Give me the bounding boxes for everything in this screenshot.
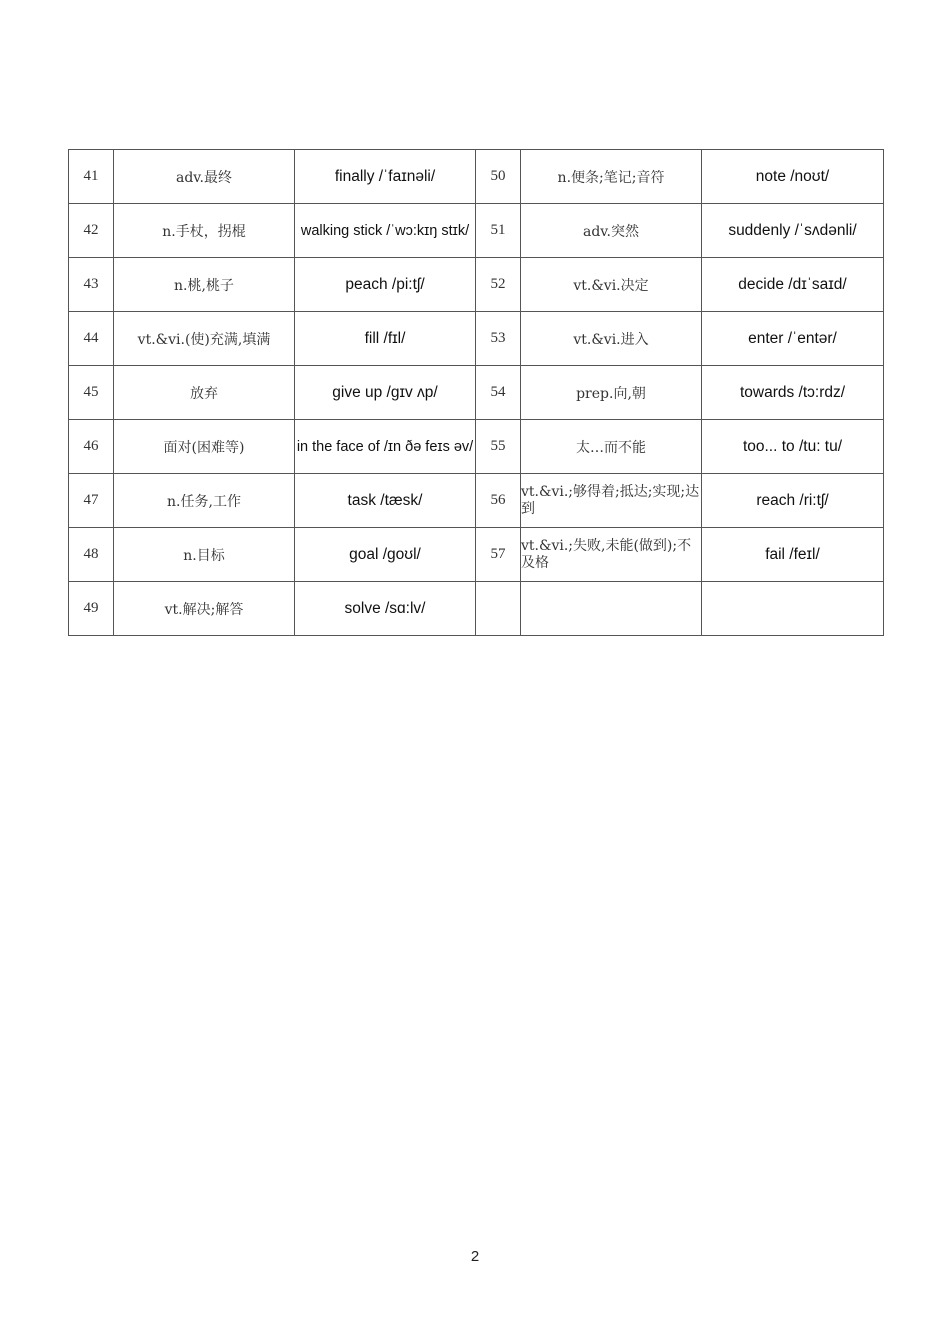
word-number: 55: [476, 420, 521, 474]
chinese-meaning: n.目标: [114, 528, 295, 582]
word-number: 43: [69, 258, 114, 312]
english-word: task /tæsk/: [295, 474, 476, 528]
english-word: peach /pi:tʃ/: [295, 258, 476, 312]
chinese-meaning: adv.最终: [114, 150, 295, 204]
english-word: [702, 582, 884, 636]
chinese-meaning: n.桃,桃子: [114, 258, 295, 312]
english-word: finally /ˈfaɪnəli/: [295, 150, 476, 204]
english-word: give up /ɡɪv ʌp/: [295, 366, 476, 420]
english-word: reach /ri:tʃ/: [702, 474, 884, 528]
vocabulary-table: [68, 149, 884, 636]
chinese-meaning: 面对(困难等): [114, 420, 295, 474]
word-number: 57: [476, 528, 521, 582]
word-number: 54: [476, 366, 521, 420]
english-word: too... to /tu: tu/: [702, 420, 884, 474]
word-number: 46: [69, 420, 114, 474]
page-number: 2: [470, 1248, 480, 1265]
chinese-meaning: 太…而不能: [521, 420, 702, 474]
chinese-meaning: n.便条;笔记;音符: [521, 150, 702, 204]
word-number: 50: [476, 150, 521, 204]
table-row: [69, 150, 884, 204]
english-word: towards /tɔ:rdz/: [702, 366, 884, 420]
word-number: 51: [476, 204, 521, 258]
chinese-meaning: vt.&vi.决定: [521, 258, 702, 312]
english-word: fill /fɪl/: [295, 312, 476, 366]
word-number: 48: [69, 528, 114, 582]
english-word: note /noʊt/: [702, 150, 884, 204]
chinese-meaning: adv.突然: [521, 204, 702, 258]
table-row: [69, 258, 884, 312]
word-number: 52: [476, 258, 521, 312]
chinese-meaning: vt.&vi.(使)充满,填满: [114, 312, 295, 366]
chinese-meaning: n.手杖，拐棍: [114, 204, 295, 258]
word-number: 45: [69, 366, 114, 420]
word-number: 41: [69, 150, 114, 204]
english-word: goal /ɡoʊl/: [295, 528, 476, 582]
english-word: solve /sɑ:lv/: [295, 582, 476, 636]
english-word: walking stick /ˈwɔ:kɪŋ stɪk/: [295, 204, 476, 258]
english-word: in the face of /ɪn ðə feɪs əv/: [295, 420, 476, 474]
chinese-meaning: n.任务,工作: [114, 474, 295, 528]
table-row: [69, 582, 884, 636]
chinese-meaning: vt.&vi.进入: [521, 312, 702, 366]
english-word: decide /dɪˈsaɪd/: [702, 258, 884, 312]
word-number: 42: [69, 204, 114, 258]
english-word: fail /feɪl/: [702, 528, 884, 582]
chinese-meaning: vt.&vi.;够得着;抵达;实现;达到: [521, 474, 702, 528]
word-number: 47: [69, 474, 114, 528]
table-row: [69, 312, 884, 366]
chinese-meaning: vt.解决;解答: [114, 582, 295, 636]
english-word: suddenly /ˈsʌdənli/: [702, 204, 884, 258]
english-word: enter /ˈentər/: [702, 312, 884, 366]
word-number: 49: [69, 582, 114, 636]
chinese-meaning: vt.&vi.;失败,未能(做到);不及格: [521, 528, 702, 582]
table-row: [69, 474, 884, 528]
chinese-meaning: 放弃: [114, 366, 295, 420]
table-row: [69, 528, 884, 582]
table-row: [69, 420, 884, 474]
word-number: 56: [476, 474, 521, 528]
word-number: [476, 582, 521, 636]
chinese-meaning: [521, 582, 702, 636]
word-number: 44: [69, 312, 114, 366]
chinese-meaning: prep.向,朝: [521, 366, 702, 420]
table-row: [69, 204, 884, 258]
word-number: 53: [476, 312, 521, 366]
table-row: [69, 366, 884, 420]
